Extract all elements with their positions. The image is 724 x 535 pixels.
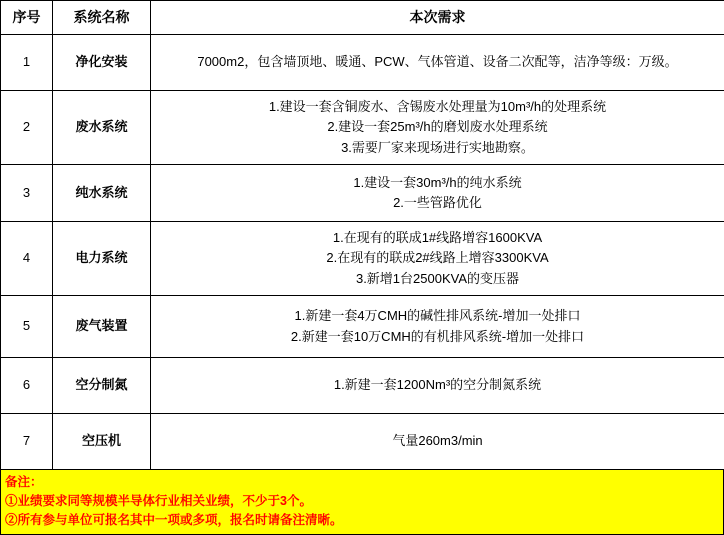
note-item-2: ②所有参与单位可报名其中一项或多项，报名时请备注清晰。 [5,511,719,530]
row-system-name: 纯水系统 [53,165,151,222]
requirement-line: 1.新建一套4万CMH的碱性排风系统-增加一处排口 [157,306,718,326]
requirement-line: 3.需要厂家来现场进行实地勘察。 [157,138,718,158]
table-row [1,358,724,414]
requirement-line: 7000m2，包含墙顶地、暖通、PCW、气体管道、设备二次配等，洁净等级：万级。 [157,52,718,72]
table-row [1,414,724,470]
column-header-index: 序号 [1,1,53,35]
requirement-line: 1.在现有的联成1#线路增容1600KVA [157,228,718,248]
row-requirements [151,414,724,470]
row-index: 6 [1,358,53,414]
table-row [1,165,724,222]
table-row [1,35,724,91]
row-index: 7 [1,414,53,470]
row-requirements [151,165,724,222]
row-index: 5 [1,296,53,358]
table-row [1,296,724,358]
requirement-line: 2.建设一套25m³/h的磨划废水处理系统 [157,117,718,137]
notes-block [0,470,724,535]
requirement-line: 1.新建一套1200Nm³的空分制氮系统 [157,375,718,395]
requirement-line: 3.新增1台2500KVA的变压器 [157,269,718,289]
requirement-line: 1.建设一套含铜废水、含锡废水处理量为10m³/h的处理系统 [157,97,718,117]
row-index: 1 [1,35,53,91]
row-system-name: 净化安装 [53,35,151,91]
table-header-row [1,1,724,35]
table-row [1,91,724,165]
row-requirements [151,358,724,414]
table-header [1,1,724,35]
row-requirements [151,35,724,91]
row-index: 3 [1,165,53,222]
row-requirements [151,91,724,165]
row-requirements [151,222,724,296]
row-index: 2 [1,91,53,165]
row-system-name: 空压机 [53,414,151,470]
column-header-requirements: 本次需求 [151,1,724,35]
row-system-name: 空分制氮 [53,358,151,414]
column-header-system: 系统名称 [53,1,151,35]
notes-title: 备注： [5,473,719,492]
requirement-line: 2.在现有的联成2#线路上增容3300KVA [157,248,718,268]
requirement-line: 2.一些管路优化 [157,193,718,213]
requirement-line: 1.建设一套30m³/h的纯水系统 [157,173,718,193]
row-system-name: 电力系统 [53,222,151,296]
table-row [1,222,724,296]
row-requirements [151,296,724,358]
note-item-1: ①业绩要求同等规模半导体行业相关业绩，不少于3个。 [5,492,719,511]
row-system-name: 废水系统 [53,91,151,165]
requirement-line: 2.新建一套10万CMH的有机排风系统-增加一处排口 [157,327,718,347]
requirement-line: 气量260m3/min [157,431,718,451]
table-body [1,35,724,470]
row-index: 4 [1,222,53,296]
row-system-name: 废气装置 [53,296,151,358]
